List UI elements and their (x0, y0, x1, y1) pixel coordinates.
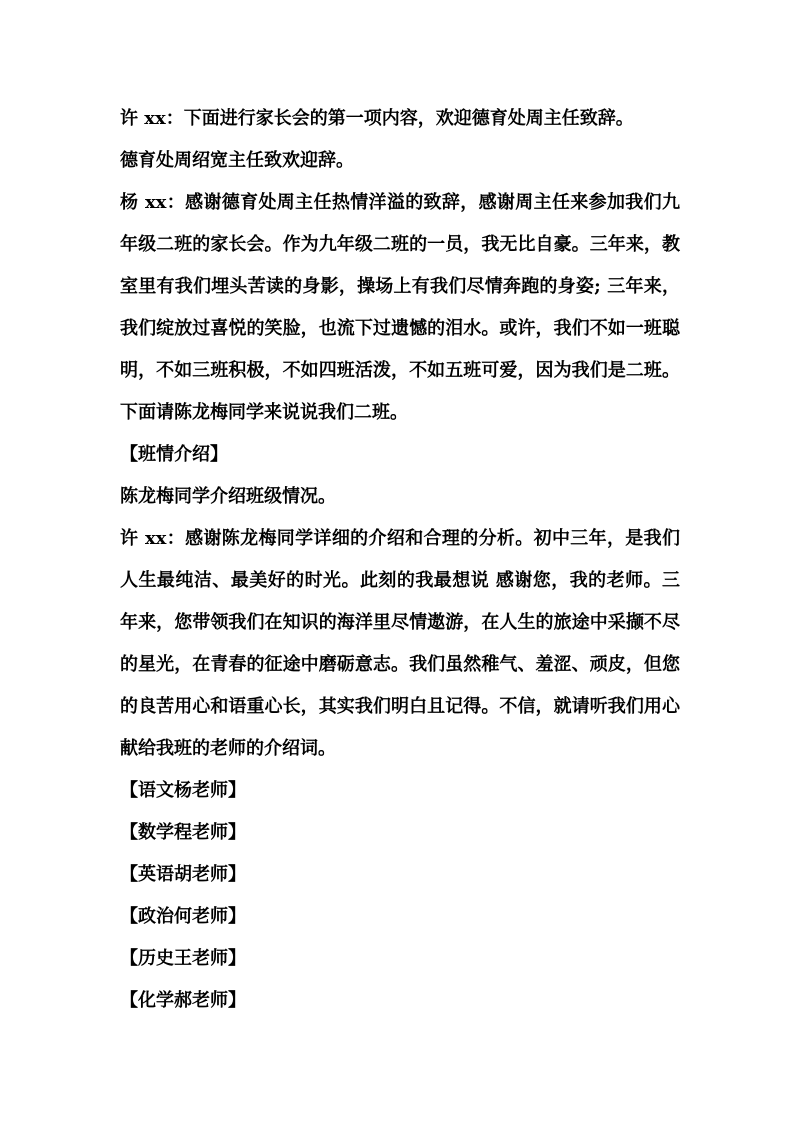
paragraph-host-opening: 许 xx：下面进行家长会的第一项内容，欢迎德育处周主任致辞。 (120, 108, 634, 129)
paragraph-director-welcome: 德育处周绍宽主任致欢迎辞。 (120, 150, 354, 171)
section-heading-english-teacher: 【英语胡老师】 (120, 864, 246, 885)
section-heading-chemistry-teacher: 【化学郝老师】 (120, 990, 246, 1011)
section-heading-history-teacher: 【历史王老师】 (120, 948, 246, 969)
section-heading-math-teacher: 【数学程老师】 (120, 822, 246, 843)
paragraph-class-overview: 陈龙梅同学介绍班级情况。 (120, 486, 336, 507)
section-heading-politics-teacher: 【政治何老师】 (120, 906, 246, 927)
paragraph-host-class-intro: 杨 xx：感谢德育处周主任热情洋溢的致辞，感谢周主任来参加我们九年级二班的家长会。作为九年级二班的一员，我无比自豪。三年来，教室里有我们埋头苦读的身影，操场上有我们尽情奔跑的身姿; 三年来，我们绽放过喜悦的笑脸，也流下过遗憾的泪水。或许，我们不如一班聪明，不如三班积极，不如四班活泼，不如五班可爱，因为我们是二班。下面请陈龙梅同学来说说我们二班。 (120, 192, 680, 423)
section-heading-chinese-teacher: 【语文杨老师】 (120, 780, 246, 801)
document-body (120, 98, 680, 1022)
section-heading-class-introduction: 【班情介绍】 (120, 444, 228, 465)
paragraph-host-teachers-intro: 许 xx：感谢陈龙梅同学详细的介绍和合理的分析。初中三年，是我们人生最纯洁、最美好的时光。此刻的我最想说 感谢您，我的老师。三年来，您带领我们在知识的海洋里尽情遨游，在人生的旅途中采撷不尽的星光，在青春的征途中磨砺意志。我们虽然稚气、羞涩、顽皮，但您的良苦用心和语重心长，其实我们明白且记得。不信，就请听我们用心献给我班的老师的介绍词。 (120, 528, 680, 759)
